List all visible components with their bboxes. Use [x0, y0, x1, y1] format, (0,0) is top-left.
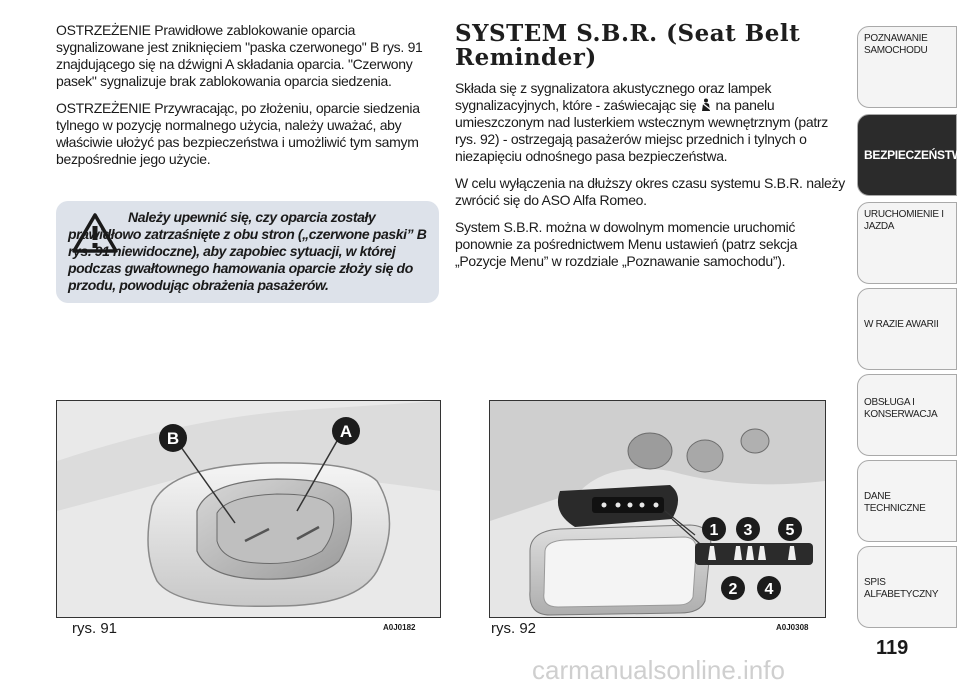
callout-label-b: B	[166, 429, 180, 448]
figure-91-code: A0J0182	[383, 623, 416, 632]
callout-number-2: 2	[728, 581, 738, 598]
left-column	[56, 22, 440, 178]
page-number: 119	[876, 637, 909, 659]
figure-91-caption: rys. 91	[72, 620, 118, 637]
sbr-panel-illustration	[490, 401, 825, 617]
figure-92-code: A0J0308	[776, 623, 809, 632]
callout-label-a: A	[339, 422, 353, 441]
callout-number-1: 1	[709, 522, 719, 539]
watermark: carmanualsonline.info	[532, 655, 785, 685]
tab-uruchomienie-i-jazda[interactable]: URUCHOMIENIE I JAZDA	[857, 202, 957, 284]
figure-92	[489, 400, 826, 618]
sbr-paragraph-1-end: na panelu umieszczonym nad lusterkiem wstecznym wewnętrznym (patrz rys. 92) - ostrzegają pasażerów miejsc przednich i tylnych o niezapięciu odnośnego pasa bezpieczeństwa.	[455, 97, 828, 164]
figure-91	[56, 400, 441, 618]
sbr-paragraph-3: System S.B.R. można w dowolnym momencie uruchomić ponownie za pośrednictwem Menu ustawień (patrz sekcja „Pozycje Menu” w rozdziale „Poznawanie samochodu”).	[455, 219, 798, 269]
tab-bezpieczenstwo[interactable]: BEZPIECZEŃSTWO	[857, 114, 957, 196]
callout-number-4: 4	[764, 581, 774, 598]
warning-callout-text: Należy upewnić się, czy oparcia zostały prawidłowo zatrzaśnięte z obu stron („czerwone paski” B rys. 91 niewidoczne), aby zapobiec sytuacji, w której podczas gwałtownego hamowania oparcie złoży się do przodu, powodując obrażenia pasażerów.	[68, 209, 427, 293]
tab-spis-alfabetyczny[interactable]: SPIS ALFABETYCZNY	[857, 546, 957, 628]
sbr-paragraph-1-start: Składa się z sygnalizatora akustycznego oraz lampek sygnalizacyjnych, które - zaświecając się	[455, 80, 772, 113]
tab-obsluga-i-konserwacja[interactable]: OBSŁUGA I KONSERWACJA	[857, 374, 957, 456]
seat-belt-icon	[700, 98, 712, 112]
tab-w-razie-awarii[interactable]: W RAZIE AWARII	[857, 288, 957, 370]
section-heading: SYSTEM S.B.R. (Seat Belt Reminder)	[455, 20, 801, 71]
warning-callout	[56, 201, 439, 303]
figure-92-caption: rys. 92	[491, 620, 537, 637]
seat-lever-illustration	[57, 401, 440, 617]
callout-number-5: 5	[785, 522, 795, 539]
warning-paragraph-1: OSTRZEŻENIE Prawidłowe zablokowanie oparcia sygnalizowane jest zniknięciem "paska czerwonego" B rys. 91 znajdującego się na dźwigni A składania oparcia. "Czerwony pasek" sygnalizuje brak zablokowania oparcia siedzenia.	[56, 22, 423, 89]
sbr-paragraph-1	[455, 80, 845, 165]
tab-poznawanie-samochodu[interactable]: POZNAWANIE SAMOCHODU	[857, 26, 957, 108]
callout-number-3: 3	[743, 522, 753, 539]
tab-dane-techniczne[interactable]: DANE TECHNICZNE	[857, 460, 957, 542]
warning-paragraph-2: OSTRZEŻENIE Przywracając, po złożeniu, oparcie siedzenia tylnego w pozycję normalnego użycia, należy uważać, aby właściwie ułożyć pas bezpieczeństwa i umożliwić tym samym bezpośrednie jego użycie.	[56, 100, 420, 167]
right-column	[455, 22, 845, 280]
sbr-paragraph-2: W celu wyłączenia na dłuższy okres czasu systemu S.B.R. należy zwrócić się do ASO Alfa Romeo.	[455, 175, 845, 208]
